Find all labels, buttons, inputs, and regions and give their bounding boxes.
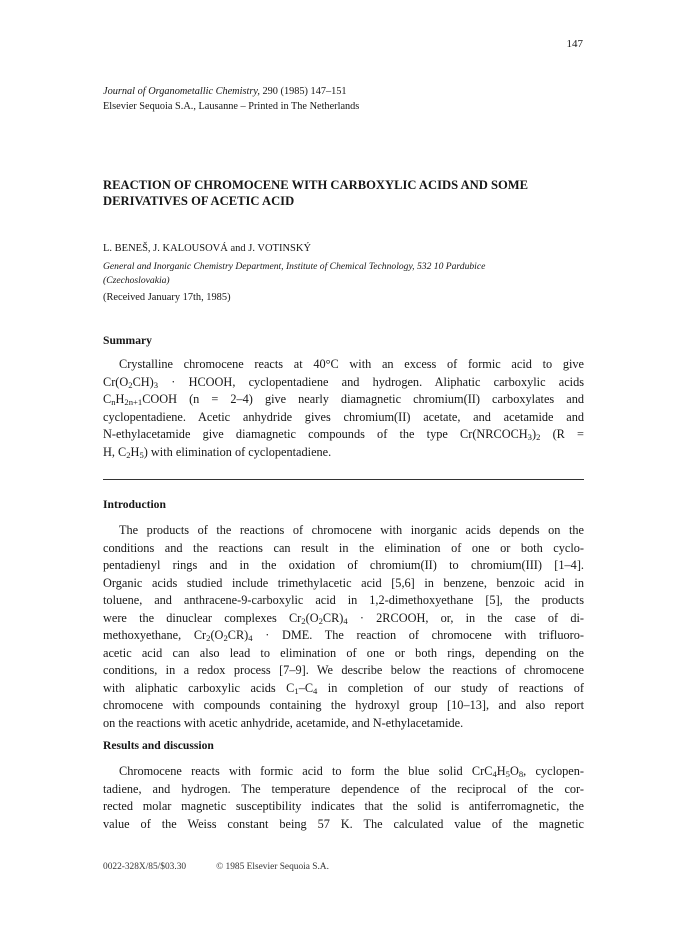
journal-name: Journal of Organometallic Chemistry,	[103, 86, 260, 97]
results-paragraph	[103, 763, 584, 833]
title-line: REACTION OF CHROMOCENE WITH CARBOXYLIC ACIDS AND SOME	[103, 178, 529, 192]
intro-line: acetic acid can also lead to elimination of one or both rings, depending on the	[103, 645, 584, 660]
intro-line: on the reactions with acetic anhydride, acetamide, and N-ethylacetamide.	[103, 715, 464, 730]
affiliation-line: (Czechoslovakia)	[103, 275, 170, 286]
introduction-heading: Introduction	[103, 498, 166, 511]
results-line: value of the Weiss constant being 57 K. The calculated value of the magnetic	[103, 816, 584, 831]
article-title	[103, 178, 583, 209]
summary-line: Crystalline chromocene reacts at 40°C with an excess of formic acid to give	[119, 357, 584, 371]
intro-line: pentadienyl rings and in the oxidation of chromium(II) to chromium(III) [1–4].	[103, 558, 584, 572]
footer	[103, 862, 329, 872]
authors: L. BENEŠ, J. KALOUSOVÁ and J. VOTINSKÝ	[103, 243, 312, 254]
results-line: Chromocene reacts with formic acid to form the blue solid $CrC_4H_5O_8$, cyclopen-	[119, 764, 584, 780]
copyright: © 1985 Elsevier Sequoia S.A.	[216, 862, 329, 872]
intro-line: with aliphatic carboxylic acids $C_1-C_4$ in completion of our study of reactions of	[103, 680, 585, 696]
intro-line: conditions, in a redox process [7–9]. We describe below the reactions of chromocene	[103, 663, 584, 677]
intro-line: chromocene with compounds containing the hydroxyl group [10–13], and also report	[103, 698, 584, 712]
introduction-paragraph	[103, 522, 584, 732]
intro-line: The products of the reactions of chromocene with inorganic acids depends on the	[119, 523, 584, 537]
summary-line: cyclopentadiene. Acetic anhydride gives chromium(II) acetate, and acetamide and	[103, 409, 584, 424]
summary-line: $Cr(O_2CH)_3$ · HCOOH, cyclopentadiene and hydrogen. Aliphatic carboxylic acids	[103, 374, 584, 390]
affiliation	[103, 260, 583, 288]
section-divider	[103, 479, 584, 480]
publisher-line: Elsevier Sequoia S.A., Lausanne – Printed in The Netherlands	[103, 101, 360, 112]
intro-line: methoxyethane, $Cr_2(O_2CR)_4$ · DME. The reaction of chromocene with trifluoro-	[103, 628, 584, 644]
title-line: DERIVATIVES OF ACETIC ACID	[103, 193, 295, 208]
received-date: (Received January 17th, 1985)	[103, 292, 231, 303]
summary-line: $C_nH_{2n+1}COOH$ (n = 2–4) give nearly diamagnetic chromium(II) carboxylates and	[103, 392, 584, 408]
summary-line: N-ethylacetamide give diamagnetic compounds of the type $Cr(NRCOCH_3)_2$ (R =	[103, 427, 584, 443]
page-number: 147	[566, 38, 583, 50]
intro-line: Organic acids studied include trimethylacetic acid [5,6] in benzene, benzoic acid in	[103, 575, 584, 590]
article-code: 0022-328X/85/$03.30	[103, 862, 187, 872]
intro-line: conditions and the reactions can result in the elimination of one or both cyclo-	[103, 540, 584, 555]
results-heading: Results and discussion	[103, 739, 214, 752]
affiliation-line: General and Inorganic Chemistry Department, Institute of Chemical Technology, 532 10 Pardubice	[103, 261, 486, 272]
intro-line: were the dinuclear complexes $Cr_2(O_2CR)_4$ · 2RCOOH, or, in the case of di-	[103, 610, 584, 626]
journal-volume: 290 (1985) 147–151	[259, 86, 347, 97]
summary-line: H, $C_2H_5$) with elimination of cyclopentadiene.	[103, 444, 332, 460]
summary-heading: Summary	[103, 334, 152, 347]
summary-paragraph	[103, 356, 584, 461]
results-line: tadiene, and hydrogen. The temperature dependence of the reciprocal of the cor-	[103, 781, 584, 796]
intro-line: toluene, and anthracene-9-carboxylic acid in 1,2-dimethoxyethane [5], the products	[103, 593, 584, 607]
journal-citation	[103, 84, 359, 114]
results-line: rected molar magnetic susceptibility indicates that the solid is antiferromagnetic, the	[103, 799, 584, 813]
